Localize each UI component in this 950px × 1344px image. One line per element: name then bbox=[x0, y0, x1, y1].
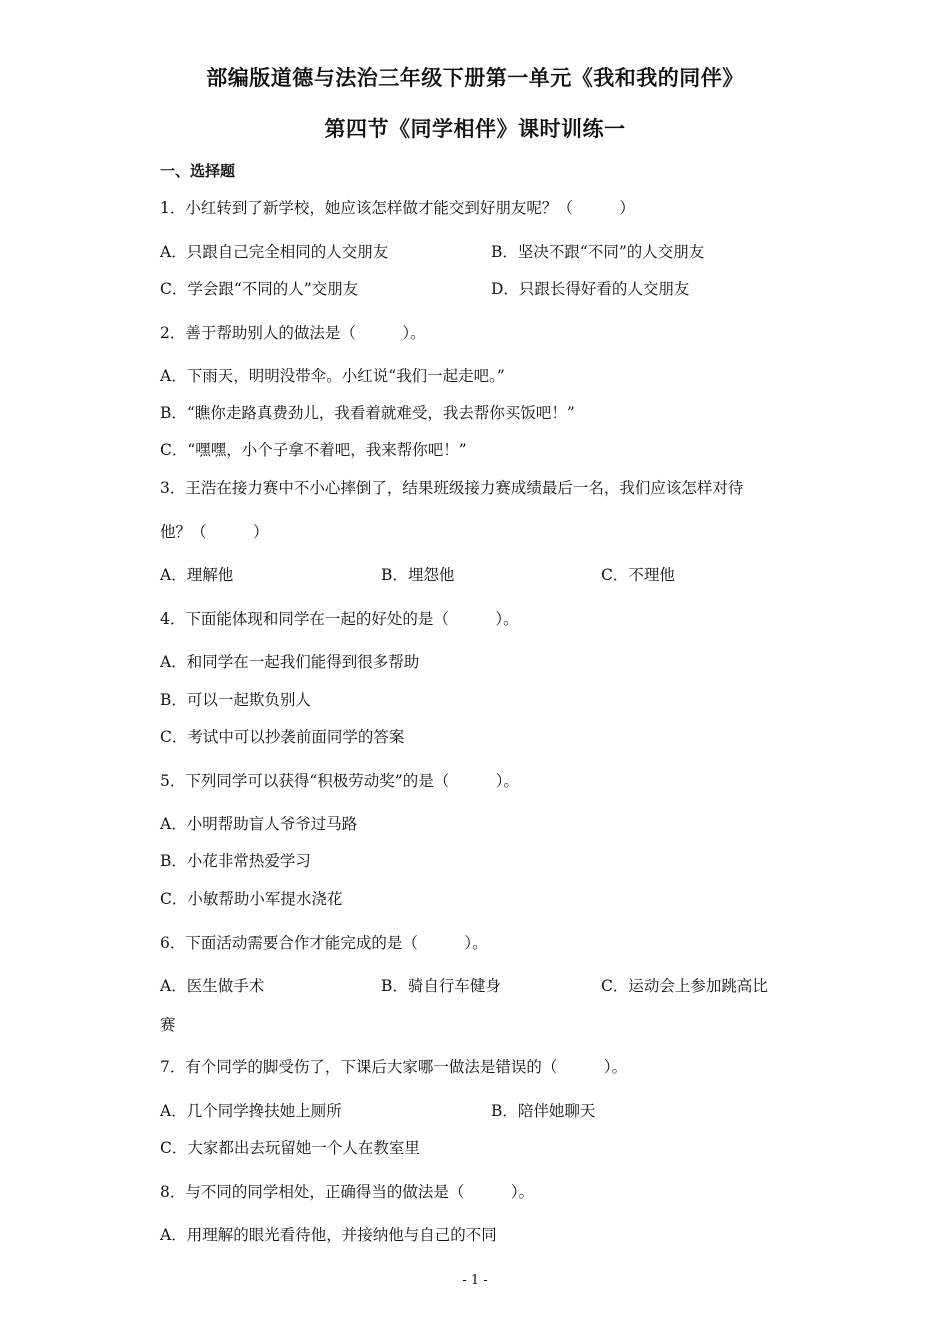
question-8-option-a: A．用理解的眼光看待他，并接纳他与自己的不同 bbox=[160, 1226, 497, 1244]
question-2-stem: 2．善于帮助别人的做法是（ ）。 bbox=[160, 324, 426, 342]
question-4-option-c: C．考试中可以抄袭前面同学的答案 bbox=[160, 728, 405, 746]
question-4-option-a: A．和同学在一起我们能得到很多帮助 bbox=[160, 653, 420, 671]
question-6-stem: 6．下面活动需要合作才能完成的是（ ）。 bbox=[160, 934, 488, 952]
question-1-option-b: B．坚决不跟“不同”的人交朋友 bbox=[491, 243, 705, 261]
page-number: - 1 - bbox=[462, 1273, 488, 1288]
question-1-option-d: D．只跟长得好看的人交朋友 bbox=[491, 280, 690, 298]
question-2-option-c: C．“嘿嘿，小个子拿不着吧，我来帮你吧！” bbox=[160, 441, 467, 459]
question-4-option-b: B．可以一起欺负别人 bbox=[160, 691, 311, 709]
question-6-option-b: B．骑自行车健身 bbox=[381, 977, 501, 995]
question-1-option-a: A．只跟自己完全相同的人交朋友 bbox=[160, 243, 389, 261]
question-7-stem: 7．有个同学的脚受伤了，下课后大家哪一做法是错误的（ ）。 bbox=[160, 1058, 628, 1076]
question-4-stem: 4．下面能体现和同学在一起的好处的是（ ）。 bbox=[160, 610, 519, 628]
question-6-option-c: C．运动会上参加跳高比 bbox=[601, 977, 768, 995]
question-1-stem: 1．小红转到了新学校，她应该怎样做才能交到好朋友呢？（ ） bbox=[160, 199, 635, 217]
question-8-stem: 8．与不同的同学相处，正确得当的做法是（ ）。 bbox=[160, 1183, 535, 1201]
question-5-stem: 5．下列同学可以获得“积极劳动奖”的是（ ）。 bbox=[160, 772, 519, 790]
question-5-option-b: B．小花非常热爱学习 bbox=[160, 852, 311, 870]
question-7-option-c: C．大家都出去玩留她一个人在教室里 bbox=[160, 1139, 420, 1157]
document-title-line1: 部编版道德与法治三年级下册第一单元《我和我的同伴》 bbox=[206, 66, 744, 90]
question-6-option-c-continued: 赛 bbox=[160, 1016, 176, 1034]
question-3-option-a: A．理解他 bbox=[160, 566, 234, 584]
question-5-option-c: C．小敏帮助小军提水浇花 bbox=[160, 890, 343, 908]
section-heading: 一、选择题 bbox=[160, 162, 236, 180]
question-7-option-a: A．几个同学搀扶她上厕所 bbox=[160, 1102, 342, 1120]
question-3-stem-line1: 3．王浩在接力赛中不小心摔倒了，结果班级接力赛成绩最后一名，我们应该怎样对待 bbox=[160, 479, 744, 497]
question-1-option-c: C．学会跟“不同的人”交朋友 bbox=[160, 280, 359, 298]
question-6-option-a: A．医生做手术 bbox=[160, 977, 265, 995]
document-title-line2: 第四节《同学相伴》课时训练一 bbox=[324, 117, 626, 141]
question-3-stem-line2: 他？（ ） bbox=[160, 523, 269, 541]
question-3-option-c: C．不理他 bbox=[601, 566, 675, 584]
question-7-option-b: B．陪伴她聊天 bbox=[491, 1102, 596, 1120]
question-3-option-b: B．埋怨他 bbox=[381, 566, 455, 584]
question-2-option-b: B．“瞧你走路真费劲儿，我看着就难受，我去帮你买饭吧！” bbox=[160, 404, 575, 422]
question-2-option-a: A．下雨天，明明没带伞。小红说“我们一起走吧。” bbox=[160, 367, 505, 385]
question-5-option-a: A．小明帮助盲人爷爷过马路 bbox=[160, 815, 358, 833]
